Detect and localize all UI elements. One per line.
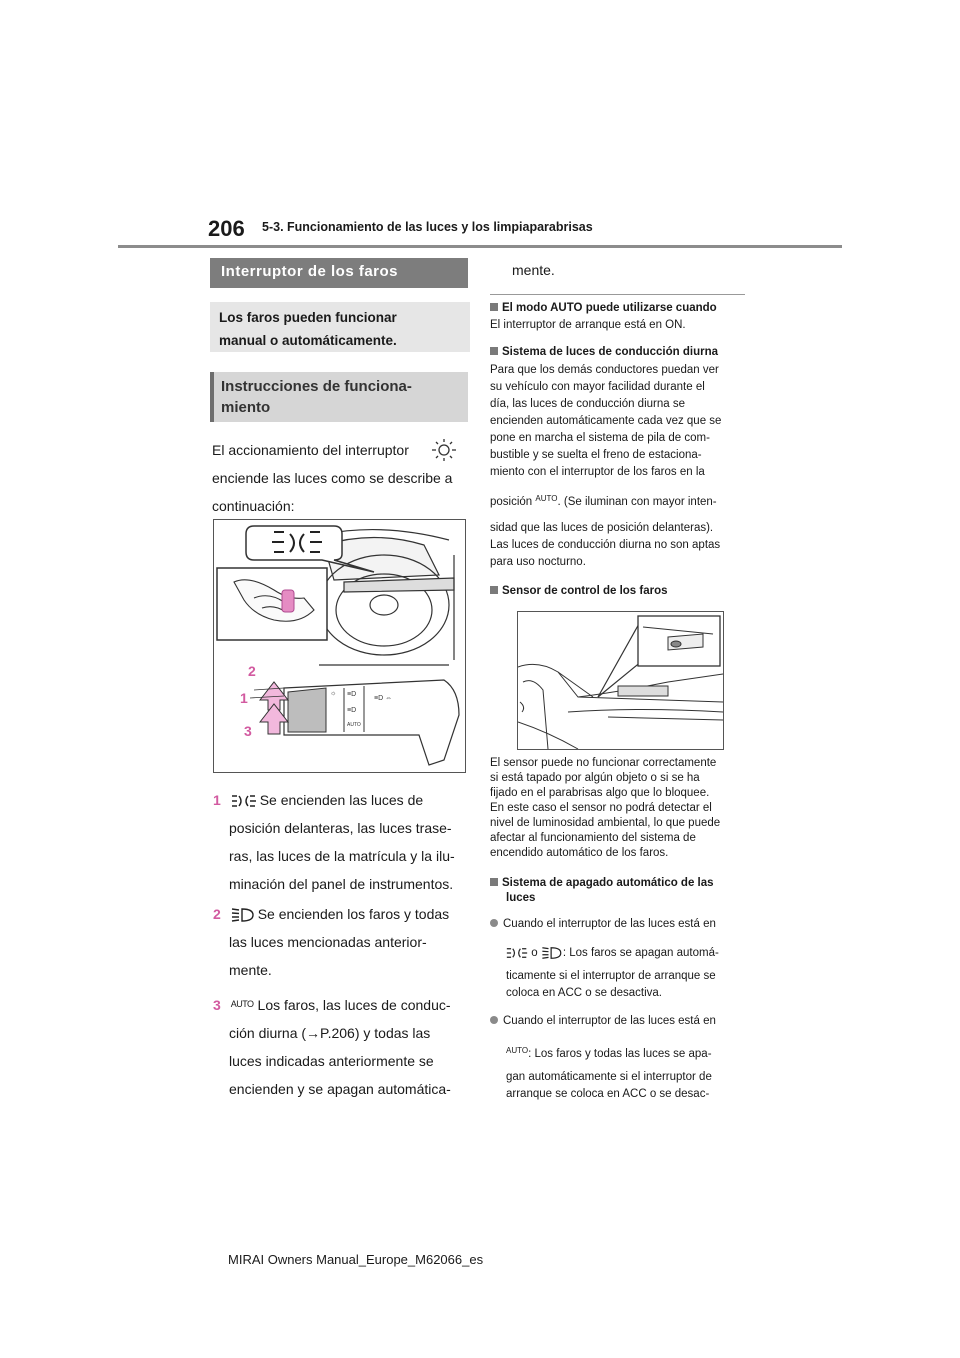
intro-text-3: continuación: — [212, 498, 295, 514]
auto-icon: AUTO — [230, 999, 254, 1009]
intro-text-2: enciende las luces como se describe a — [212, 470, 453, 486]
item-1-line-2: posición delanteras, las luces trase- — [229, 820, 452, 836]
auto-mode-text: El interruptor de arranque está en ON. — [490, 319, 686, 331]
bullet-2-line-1: Cuando el interruptor de las luces está en — [503, 1015, 716, 1027]
bullet-2-line-3: gan automáticamente si el interruptor de — [506, 1071, 712, 1083]
sensor-line-1: El sensor puede no funcionar correctamente — [490, 757, 717, 769]
footer-text: MIRAI Owners Manual_Europe_M62066_es — [228, 1252, 484, 1267]
sensor-line-2: si está tapado por algún objeto o si se ha — [490, 772, 700, 784]
item-3-line-3: luces indicadas anteriormente se — [229, 1053, 434, 1069]
drl-position-prefix: posición — [490, 496, 533, 508]
bullet-2-line-4: arranque se coloca en ACC o se desac- — [506, 1088, 710, 1100]
title-bar — [210, 258, 468, 288]
intro-line-1: Los faros pueden funcionar — [219, 310, 397, 325]
sensor-line-5: nivel de luminosidad ambiental, lo que puede — [490, 817, 721, 829]
section-title: 5-3. Funcionamiento de las luces y los limpiaparabrisas — [262, 220, 593, 234]
figure-callout-1: 1 — [240, 690, 248, 706]
drl-line-6: bustible y se suelta el freno de estaciona- — [490, 449, 702, 461]
intro-box — [210, 302, 470, 352]
bullet-1-rest: : Los faros se apagan automá- — [562, 947, 719, 959]
drl-line-7: miento con el interruptor de los faros en la — [490, 466, 705, 478]
svg-text:≡D: ≡D — [347, 707, 357, 714]
sensor-heading: Sensor de control de los faros — [502, 585, 668, 597]
continuation-text: mente. — [512, 262, 555, 278]
sensor-paragraph — [490, 756, 760, 861]
drl-line-5: pone en marcha el sistema de pila de com- — [490, 432, 710, 444]
square-bullet-icon — [490, 878, 498, 886]
sensor-line-6: afectar al funcionamiento del sistema de — [490, 832, 696, 844]
position-lights-icon — [506, 947, 528, 959]
sensor-line-4: En este caso el sensor no podrá detectar el — [490, 802, 712, 814]
intro-line-2: manual o automáticamente. — [219, 333, 397, 348]
drl-line-8: sidad que las luces de posición delanteras). — [490, 522, 714, 534]
bullet-1-line-3: ticamente si el interruptor de arranque se — [506, 970, 716, 982]
auto-off-heading-2: luces — [506, 892, 536, 904]
header-divider — [118, 245, 842, 248]
item-1-line-4: minación del panel de instrumentos. — [229, 876, 454, 892]
auto-mode-note — [490, 302, 760, 334]
headlights-icon — [541, 946, 563, 960]
headlight-switch-illustration — [214, 520, 465, 772]
light-switch-icon — [430, 438, 458, 462]
sensor-figure — [517, 611, 724, 750]
auto-mode-heading: El modo AUTO puede utilizarse cuando — [502, 302, 717, 314]
figure-callout-3: 3 — [244, 723, 252, 739]
item-3-line-2: ción diurna (→P.206) y todas las — [229, 1025, 431, 1041]
sensor-heading-row — [490, 585, 760, 597]
item-2-number: 2 — [213, 906, 221, 922]
item-3-number: 3 — [213, 997, 221, 1013]
position-lights-icon — [231, 794, 257, 808]
round-bullet-icon — [490, 919, 498, 927]
instructions-heading-box — [210, 372, 468, 422]
svg-text:≡D ⇔: ≡D ⇔ — [374, 695, 393, 702]
intro-text-1: El accionamiento del interruptor — [212, 442, 409, 458]
auto-stalk-label: AUTO — [347, 722, 361, 728]
drl-position-suffix: . (Se iluminan con mayor inten- — [557, 496, 717, 508]
headlights-icon — [231, 907, 255, 923]
sensor-illustration — [518, 612, 723, 749]
bullet-2-rest: : Los faros y todas las luces se apa- — [528, 1048, 712, 1060]
item-3-line-4: encienden y se apagan automática- — [229, 1081, 451, 1097]
item-1-line-1: Se encienden las luces de — [259, 792, 424, 808]
auto-icon: AUTO — [535, 494, 558, 503]
drl-heading: Sistema de luces de conducción diurna — [502, 346, 719, 358]
instructions-heading-1: Instrucciones de funciona- — [221, 378, 412, 395]
round-bullet-icon — [490, 1016, 498, 1024]
bullet-1-line-4: coloca en ACC o se desactiva. — [506, 987, 662, 999]
square-bullet-icon — [490, 586, 498, 594]
intro-paragraph — [212, 436, 482, 520]
auto-icon: AUTO — [506, 1046, 529, 1055]
bullet-1 — [490, 916, 760, 1002]
sensor-line-3: fijado en el parabrisas algo que lo bloquee. — [490, 787, 710, 799]
sensor-line-7: encendido automático de los faros. — [490, 847, 669, 859]
item-3 — [213, 990, 483, 1103]
auto-off-heading-row — [490, 876, 760, 906]
item-2-line-2: las luces mencionadas anterior- — [229, 934, 427, 950]
drl-note — [490, 346, 760, 571]
item-1-line-3: ras, las luces de la matrícula y la ilu- — [229, 848, 455, 864]
page-title: Interruptor de los faros — [221, 263, 399, 280]
bullet-1-or: o — [531, 947, 538, 959]
instructions-heading-2: miento — [221, 399, 271, 416]
drl-line-4: encienden automáticamente cada vez que se — [490, 415, 722, 427]
page-number: 206 — [208, 216, 245, 241]
item-1-number: 1 — [213, 792, 221, 808]
headlight-switch-figure — [213, 519, 466, 773]
auto-off-heading-1: Sistema de apagado automático de las — [502, 877, 714, 889]
figure-callout-2: 2 — [248, 663, 256, 679]
bullet-1-line-1: Cuando el interruptor de las luces está en — [503, 918, 716, 930]
item-3-line-1: Los faros, las luces de conduc- — [257, 997, 451, 1013]
item-2 — [213, 900, 483, 984]
item-1 — [213, 786, 483, 898]
item-2-line-3: mente. — [229, 962, 272, 978]
drl-line-9: Las luces de conducción diurna no son aptas — [490, 539, 721, 551]
drl-line-2: su vehículo con mayor facilidad durante el — [490, 381, 705, 393]
svg-text:≡D: ≡D — [347, 691, 357, 698]
right-divider — [490, 294, 745, 295]
drl-line-10: para uso nocturno. — [490, 556, 586, 568]
svg-text:☼: ☼ — [330, 690, 337, 697]
drl-line-1: Para que los demás conductores puedan ver — [490, 364, 719, 376]
square-bullet-icon — [490, 303, 498, 311]
square-bullet-icon — [490, 347, 498, 355]
item-2-line-1: Se encienden los faros y todas — [257, 906, 450, 922]
drl-line-3: día, las luces de conducción diurna se — [490, 398, 685, 410]
bullet-2 — [490, 1013, 760, 1103]
